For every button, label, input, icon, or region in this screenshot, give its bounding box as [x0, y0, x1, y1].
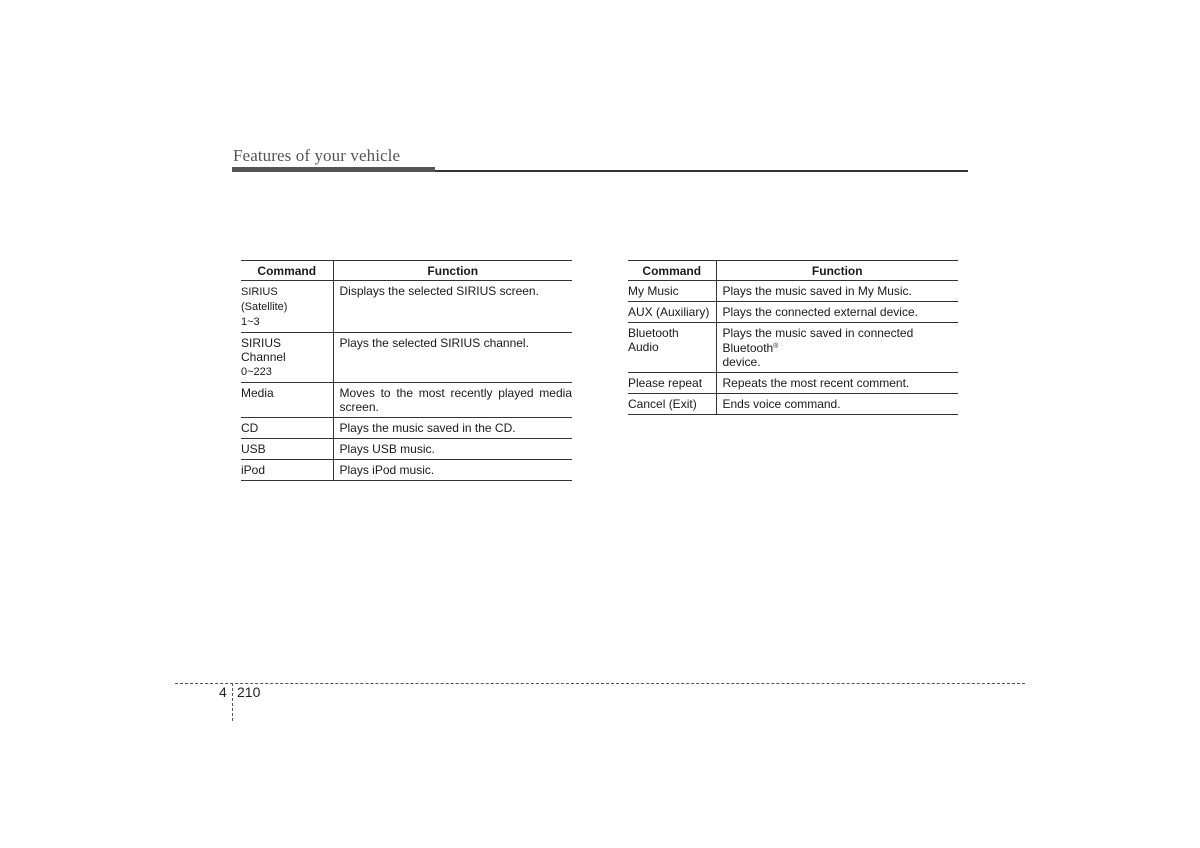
function-text: Plays the music saved in connected Bluetooth — [722, 326, 914, 355]
column-header-function: Function — [333, 261, 572, 281]
footer-dashed-divider — [232, 683, 233, 721]
command-cell — [241, 333, 333, 383]
table-row — [628, 323, 958, 373]
function-cell: Repeats the most recent comment. — [716, 373, 958, 394]
table-header-row — [628, 261, 958, 281]
function-cell: Plays the music saved in My Music. — [716, 281, 958, 302]
function-cell: Plays the music saved in the CD. — [333, 418, 572, 439]
function-cell: Plays USB music. — [333, 439, 572, 460]
column-header-function: Function — [716, 261, 958, 281]
function-cell — [716, 323, 958, 373]
command-range: 0~223 — [241, 366, 272, 378]
function-cell: Plays the connected external device. — [716, 302, 958, 323]
voice-command-table-right — [628, 260, 958, 415]
voice-command-table-left — [241, 260, 572, 481]
command-cell: Please repeat — [628, 373, 716, 394]
table-row — [628, 373, 958, 394]
command-cell: My Music — [628, 281, 716, 302]
command-cell: Bluetooth Audio — [628, 323, 716, 373]
function-cell: Plays the selected SIRIUS channel. — [333, 333, 572, 383]
header-rule-accent — [232, 167, 435, 172]
command-cell: AUX (Auxiliary) — [628, 302, 716, 323]
page-number: 210 — [237, 684, 261, 700]
table-row — [241, 281, 572, 333]
command-label: SIRIUS (Satellite) — [241, 286, 288, 313]
table-row — [628, 302, 958, 323]
function-cell: Moves to the most recently played media screen. — [333, 383, 572, 418]
chapter-number: 4 — [219, 684, 227, 700]
command-cell — [241, 281, 333, 333]
table-row — [241, 418, 572, 439]
command-label: SIRIUS Channel — [241, 336, 286, 364]
command-range: 1~3 — [241, 316, 260, 328]
command-cell: Media — [241, 383, 333, 418]
table-row — [241, 439, 572, 460]
page-header-title: Features of your vehicle — [233, 146, 401, 165]
registered-mark: ® — [773, 343, 779, 350]
command-cell: Cancel (Exit) — [628, 394, 716, 415]
table-row — [241, 460, 572, 481]
table-row — [241, 383, 572, 418]
table-header-row — [241, 261, 572, 281]
table-row — [628, 394, 958, 415]
command-cell: iPod — [241, 460, 333, 481]
function-cell: Displays the selected SIRIUS screen. — [333, 281, 572, 333]
header-rule — [435, 170, 968, 172]
table-row — [628, 281, 958, 302]
column-header-command: Command — [628, 261, 716, 281]
command-cell: CD — [241, 418, 333, 439]
table-row — [241, 333, 572, 383]
function-text-cont: device. — [722, 355, 761, 369]
footer-dashed-rule — [175, 683, 1025, 684]
function-cell: Plays iPod music. — [333, 460, 572, 481]
command-cell: USB — [241, 439, 333, 460]
function-cell: Ends voice command. — [716, 394, 958, 415]
column-header-command: Command — [241, 261, 333, 281]
